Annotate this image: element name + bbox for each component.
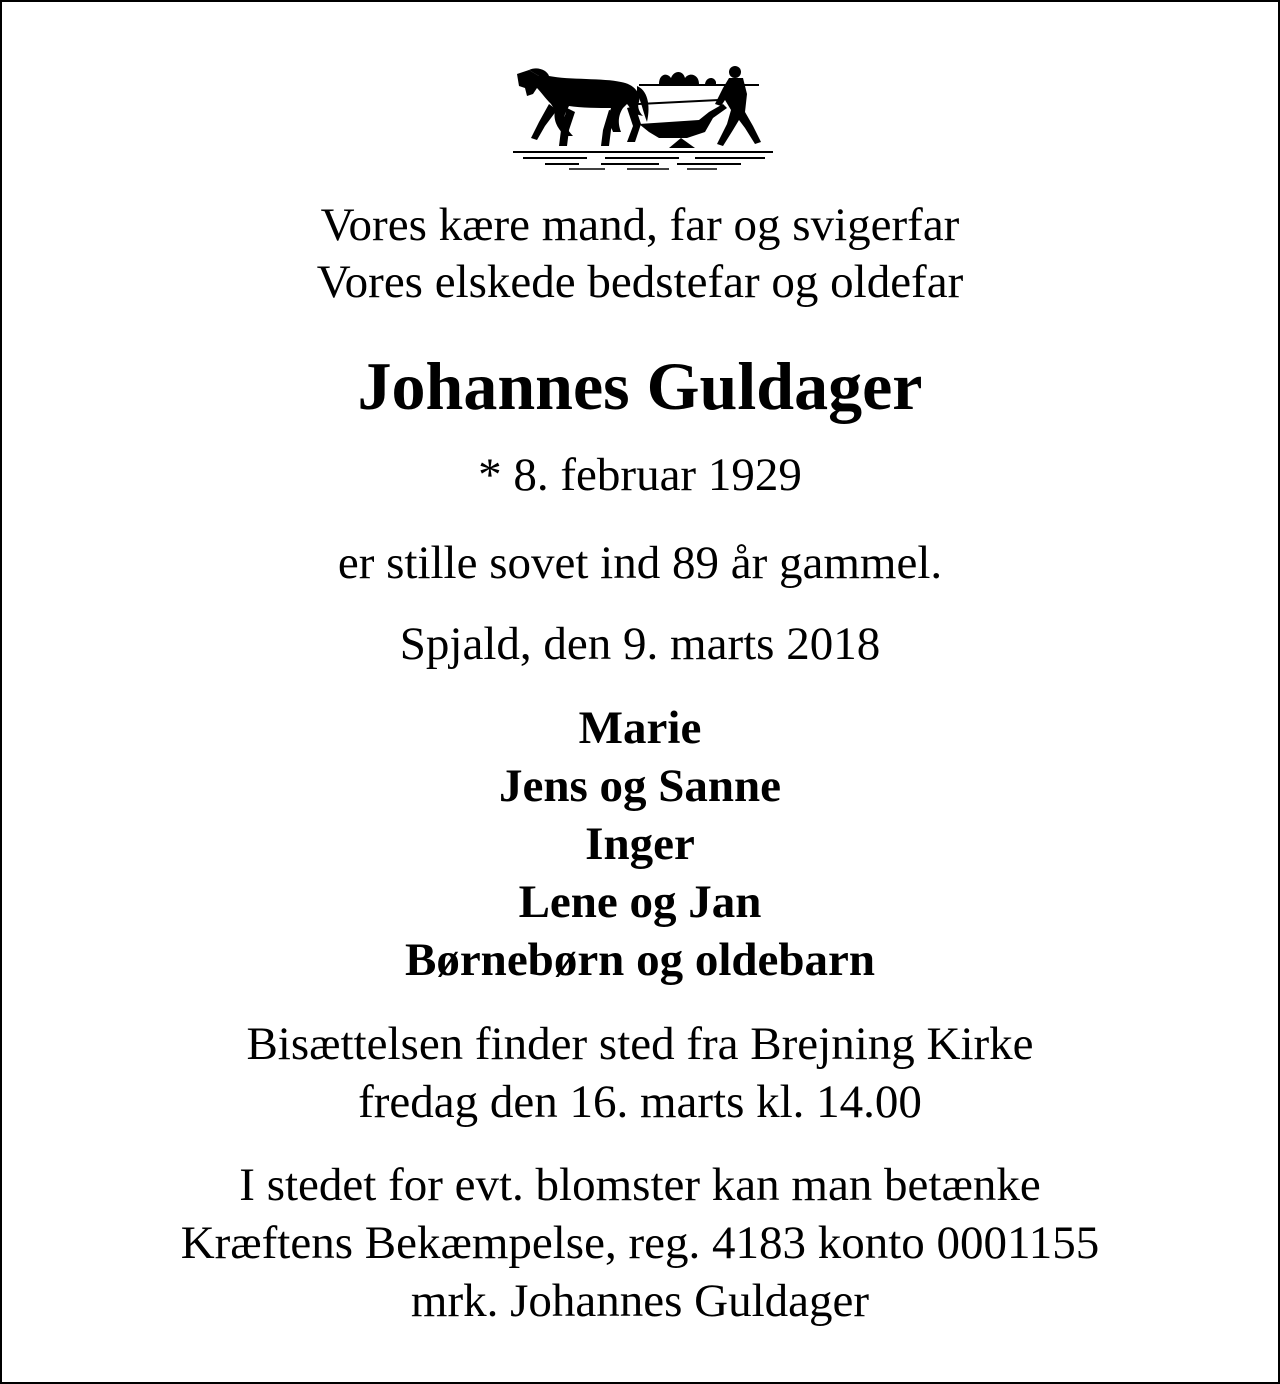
horse-plough-farmer-icon <box>509 64 777 170</box>
family-line-5: Børnebørn og oldebarn <box>404 934 876 986</box>
family-line-1: Marie <box>578 702 702 754</box>
intro-line-1: Vores kære mand, far og svigerfar <box>320 199 960 251</box>
donation-line-1: I stedet for evt. blomster kan man betænke <box>239 1159 1041 1211</box>
place-date-line: Spjald, den 9. marts 2018 <box>399 618 881 670</box>
donation-line-2: Kræftens Bekæmpelse, reg. 4183 konto 0001155 <box>180 1217 1100 1269</box>
funeral-line-2: fredag den 16. marts kl. 14.00 <box>358 1076 922 1128</box>
family-line-4: Lene og Jan <box>518 876 762 928</box>
deceased-name: Johannes Guldager <box>357 348 923 424</box>
birth-line: * 8. februar 1929 <box>478 449 802 501</box>
family-line-2: Jens og Sanne <box>498 760 782 812</box>
family-line-3: Inger <box>585 818 695 870</box>
passing-line: er stille sovet ind 89 år gammel. <box>337 537 943 589</box>
funeral-line-1: Bisættelsen finder sted fra Brejning Kirke <box>246 1018 1034 1070</box>
intro-line-2: Vores elskede bedstefar og oldefar <box>316 256 964 308</box>
donation-line-3: mrk. Johannes Guldager <box>410 1275 870 1327</box>
